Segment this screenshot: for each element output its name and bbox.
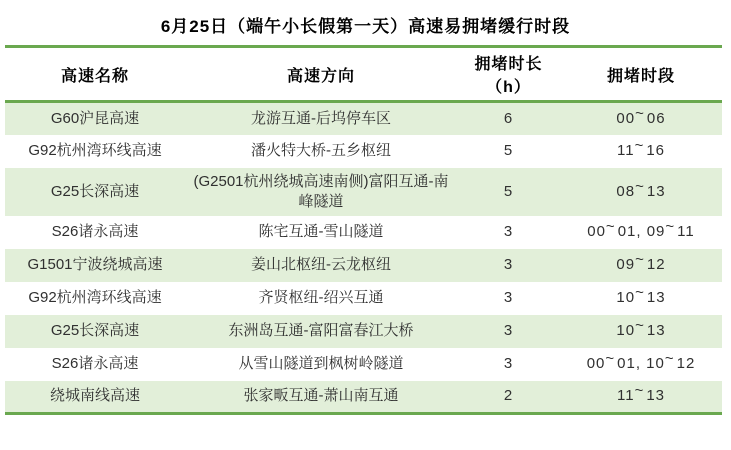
- highway-direction-cell: 潘火特大桥-五乡枢纽: [251, 142, 391, 159]
- table-header-row: [5, 47, 722, 102]
- header-highway-direction: 高速方向: [286, 67, 355, 85]
- jam-duration-cell: 3: [503, 223, 514, 240]
- highway-name-cell: 绕城南线高速: [49, 387, 140, 405]
- header-jam-period: 拥堵时段: [606, 67, 675, 85]
- jam-period-cell: 00~ 06: [616, 104, 666, 127]
- table-row: [5, 135, 722, 168]
- congestion-table: [5, 45, 722, 415]
- jam-period-cell: 08~ 13: [616, 177, 666, 200]
- highway-name-cell: G1501宁波绕城高速: [27, 256, 163, 273]
- highway-direction-cell: 姜山北枢纽-云龙枢纽: [251, 256, 391, 273]
- table-row: [5, 216, 722, 249]
- highway-direction-cell: 陈宅互通-雪山隧道: [258, 223, 384, 240]
- highway-name-cell: G92杭州湾环线高速: [28, 289, 162, 306]
- highway-name-cell: G92杭州湾环线高速: [28, 142, 162, 159]
- highway-direction-cell: 从雪山隧道到枫树岭隧道: [238, 355, 404, 372]
- jam-period-cell: 09~ 12: [616, 251, 666, 273]
- jam-period-cell: 10~ 13: [616, 317, 666, 339]
- table-row: [5, 249, 722, 282]
- jam-duration-cell: 5: [503, 182, 514, 200]
- highway-name-cell: S26诸永高速: [51, 355, 139, 372]
- jam-duration-cell: 5: [503, 142, 514, 159]
- highway-name-cell: G25长深高速: [50, 322, 140, 339]
- highway-direction-cell: 齐贤枢纽-绍兴互通: [258, 289, 384, 306]
- jam-period-cell: 00~ 01, 09~ 11: [587, 218, 695, 240]
- highway-direction-cell: 龙游互通-后坞停车区: [251, 109, 391, 127]
- table-row: [5, 102, 722, 135]
- highway-name-cell: G60沪昆高速: [50, 109, 140, 127]
- highway-direction-cell: (G2501杭州绕城高速南侧)富阳互通-南峰隧道: [193, 172, 449, 210]
- jam-duration-cell: 6: [503, 109, 514, 127]
- table-header: [5, 47, 722, 102]
- header-highway-name: 高速名称: [60, 67, 129, 85]
- jam-duration-cell: 2: [503, 387, 514, 405]
- table-row: [5, 168, 722, 216]
- jam-period-cell: 11~ 16: [616, 137, 666, 159]
- jam-duration-cell: 3: [503, 256, 514, 273]
- table-row: [5, 315, 722, 348]
- table-row: [5, 282, 722, 315]
- header-jam-duration: 拥堵时长（h）: [474, 56, 543, 96]
- jam-duration-cell: 3: [503, 322, 514, 339]
- highway-direction-cell: 张家畈互通-萧山南互通: [243, 387, 399, 405]
- jam-period-cell: 11~ 13: [616, 382, 666, 405]
- jam-duration-cell: 3: [503, 355, 514, 372]
- table-row: [5, 348, 722, 381]
- jam-period-cell: 10~ 13: [616, 284, 666, 306]
- table-body: [5, 102, 722, 414]
- page-title: 6月25日（端午小长假第一天）高速易拥堵缓行时段: [160, 17, 571, 36]
- highway-name-cell: S26诸永高速: [51, 223, 139, 240]
- table-row: [5, 381, 722, 414]
- jam-period-cell: 00~ 01, 10~ 12: [586, 350, 696, 372]
- jam-duration-cell: 3: [503, 289, 514, 306]
- highway-name-cell: G25长深高速: [50, 182, 140, 200]
- highway-direction-cell: 东洲岛互通-富阳富春江大桥: [228, 322, 414, 339]
